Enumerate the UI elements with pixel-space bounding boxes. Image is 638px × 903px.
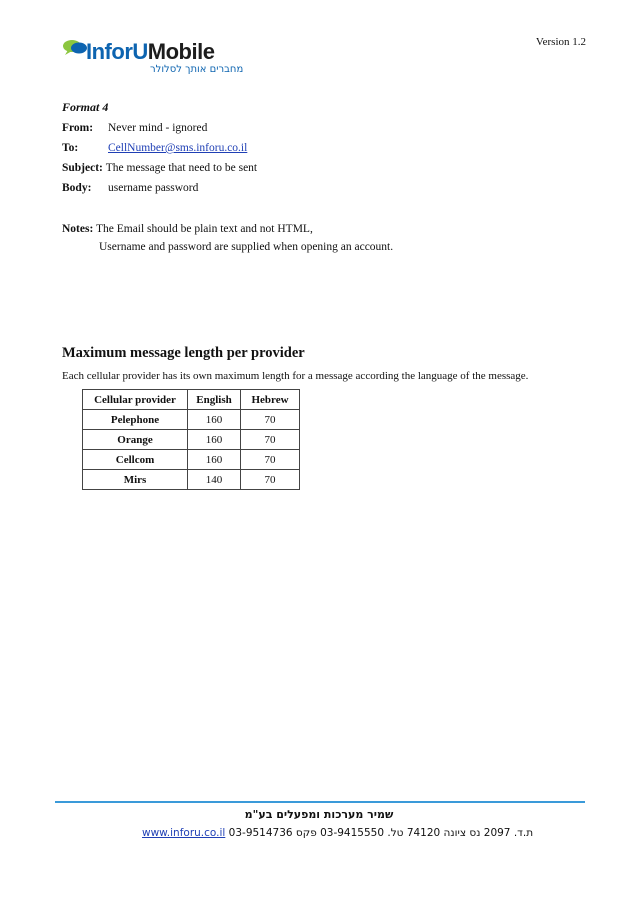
footer-contact xyxy=(142,827,533,839)
hebrew-length: 70 xyxy=(241,450,300,470)
footer-divider xyxy=(55,801,585,803)
body-label: Body: xyxy=(62,182,92,194)
table-row xyxy=(83,430,300,450)
logo-wordmark xyxy=(86,40,214,64)
english-length: 160 xyxy=(188,430,241,450)
table-row xyxy=(83,470,300,490)
provider-length-table xyxy=(82,389,300,490)
english-length: 140 xyxy=(188,470,241,490)
to-label: To: xyxy=(62,142,79,154)
header-hebrew: Hebrew xyxy=(241,390,300,410)
inforu-mobile-logo xyxy=(62,36,242,80)
from-label: From: xyxy=(62,122,94,134)
hebrew-length: 70 xyxy=(241,470,300,490)
to-row xyxy=(62,142,247,154)
table-row xyxy=(83,410,300,430)
hebrew-length: 70 xyxy=(241,410,300,430)
notes-text-1: The Email should be plain text and not HTML, xyxy=(95,223,313,235)
footer-website-link[interactable]: www.inforu.co.il xyxy=(142,827,226,839)
logo-wordmark-inforu: InforU xyxy=(86,39,148,64)
section-description: Each cellular provider has its own maximum length for a message according the language of the message. xyxy=(62,370,529,382)
provider-name: Mirs xyxy=(83,470,188,490)
logo-wordmark-mobile: Mobile xyxy=(147,39,215,64)
provider-name: Cellcom xyxy=(83,450,188,470)
provider-name: Pelephone xyxy=(83,410,188,430)
footer-address: ת.ד. 2097 נס ציונה 74120 טל. 03-9415550 פקס 03-9514736 xyxy=(228,827,534,839)
subject-row xyxy=(62,162,257,174)
english-length: 160 xyxy=(188,450,241,470)
table-header-row xyxy=(83,390,300,410)
footer-company-name: שמיר מערכות ומפעלים בע"מ xyxy=(244,808,394,821)
provider-name: Orange xyxy=(83,430,188,450)
body-value: username password xyxy=(108,182,199,194)
header-english: English xyxy=(188,390,241,410)
subject-value: The message that need to be sent xyxy=(105,162,258,174)
table-row xyxy=(83,450,300,470)
to-email-link[interactable]: CellNumber@sms.inforu.co.il xyxy=(108,142,248,154)
speech-bubble-icon xyxy=(62,38,88,56)
logo-tagline: מחברים אותך לסלולר xyxy=(150,64,244,75)
notes-label: Notes: xyxy=(62,223,94,235)
english-length: 160 xyxy=(188,410,241,430)
from-value: Never mind - ignored xyxy=(108,122,208,134)
subject-label: Subject: xyxy=(62,162,103,174)
hebrew-length: 70 xyxy=(241,430,300,450)
notes-line-1 xyxy=(62,223,313,235)
from-row xyxy=(62,122,207,134)
format-title: Format 4 xyxy=(62,100,109,114)
notes-text-2: Username and password are supplied when opening an account. xyxy=(99,241,394,253)
header-cellular-provider: Cellular provider xyxy=(83,390,188,410)
section-title: Maximum message length per provider xyxy=(62,345,305,361)
body-row xyxy=(62,182,198,194)
version-label: Version 1.2 xyxy=(535,36,586,48)
